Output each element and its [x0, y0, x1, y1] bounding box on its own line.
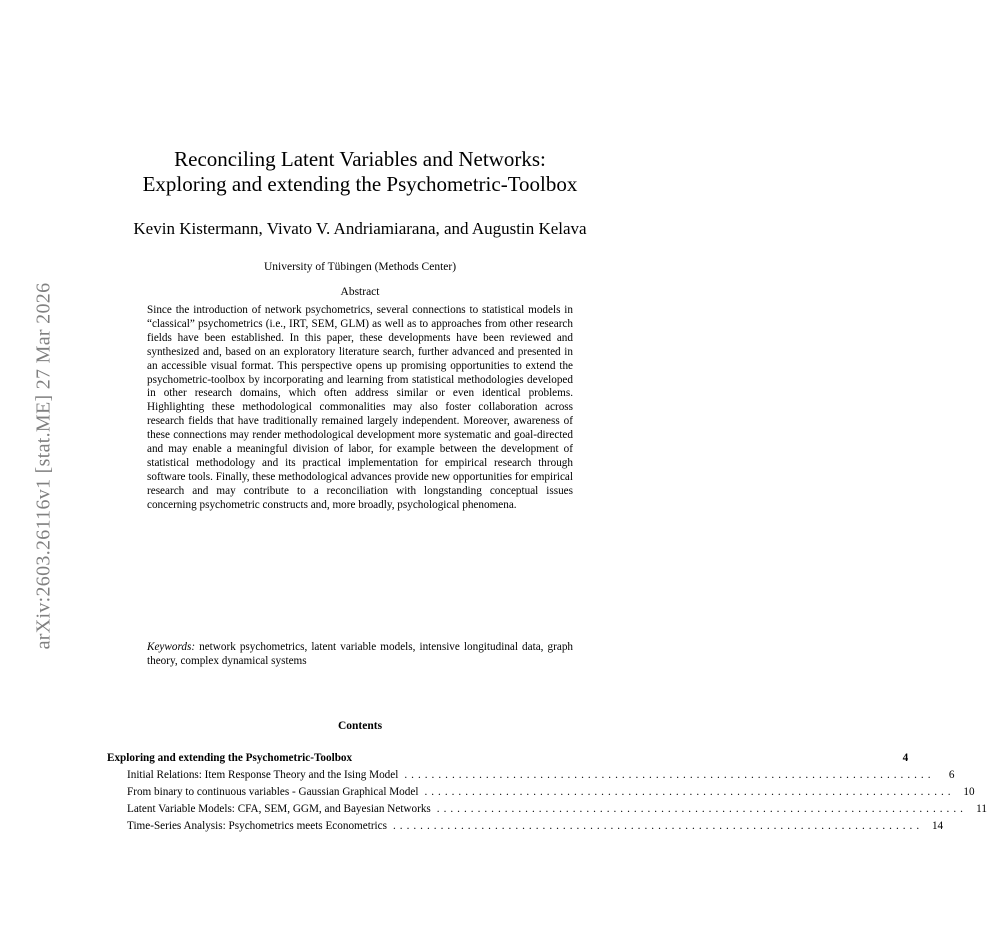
- author-list: Kevin Kistermann, Vivato V. Andriamiarana, and Augustin Kelava: [133, 219, 587, 238]
- table-of-contents: [107, 750, 987, 835]
- toc-dot-leader: ..............................................................................: [392, 820, 924, 832]
- keywords: [147, 641, 573, 669]
- toc-dot-leader: ..............................................................................: [424, 786, 955, 798]
- toc-page-number: 11: [976, 803, 987, 815]
- title-line-1: Reconciling Latent Variables and Networks:: [174, 147, 546, 171]
- arxiv-identifier-stamp: arXiv:2603.26116v1 [stat.ME] 27 Mar 2026: [32, 282, 55, 650]
- toc-page-number: 14: [931, 820, 944, 832]
- toc-entry-label: From binary to continuous variables - Gaussian Graphical Model: [127, 786, 419, 798]
- toc-subsection-entry[interactable]: [107, 818, 944, 835]
- paper-title: [0, 147, 720, 197]
- toc-entry-label: Latent Variable Models: CFA, SEM, GGM, and Bayesian Networks: [127, 803, 431, 815]
- keywords-label: Keywords:: [147, 641, 196, 653]
- keywords-text: network psychometrics, latent variable models, intensive longitudinal data, graph theory, complex dynamical systems: [147, 641, 574, 667]
- toc-subsection-entry[interactable]: [107, 767, 955, 784]
- toc-entry-label: Exploring and extending the Psychometric-Toolbox: [107, 752, 353, 764]
- affiliation: University of Tübingen (Methods Center): [263, 261, 457, 273]
- abstract-text: Since the introduction of network psychometrics, several connections to statistical models in “classical” psychometrics (i.e., IRT, SEM, GLM) as well as to approaches from other research fields have been established. In this paper, these developments have been reviewed and synthesized and, based on an exploratory literature search, further advanced and presented in an accessible visual format. This perspective opens up promising opportunities to extend the psychometric-toolbox by incorporating and learning from statistical methodologies developed in other research domains, which often address similar or even identical problems. Highlighting these methodological commonalities may also foster collaboration across research fields that have traditionally remained largely independent. Moreover, awareness of these connections may render methodological development more systematic and goal-directed and may enable a meaningful division of labor, for example between the development of statistical methodology and its practical implementation for empirical research through software tools. Finally, these methodological advances provide new opportunities for empirical research and may contribute to a reconciliation with longstanding conceptual issues concerning psychometric constructs and, more broadly, psychological phenomena.: [147, 304, 573, 511]
- toc-subsection-entry[interactable]: [107, 801, 987, 818]
- toc-page-number: 10: [963, 786, 975, 798]
- toc-page-number: 6: [948, 769, 955, 781]
- contents-heading: Contents: [337, 720, 383, 732]
- toc-entry-label: Initial Relations: Item Response Theory and the Ising Model: [127, 769, 399, 781]
- title-line-2: Exploring and extending the Psychometric-Toolbox: [142, 172, 578, 196]
- toc-dot-leader: ..............................................................................: [404, 769, 935, 781]
- toc-subsection-entry[interactable]: [107, 784, 975, 801]
- toc-entry-label: Time-Series Analysis: Psychometrics meets Econometrics: [127, 820, 387, 832]
- abstract-heading: Abstract: [340, 286, 380, 298]
- toc-section-entry[interactable]: [107, 750, 909, 767]
- toc-dot-leader: ..............................................................................: [436, 803, 967, 815]
- toc-page-number: 4: [902, 752, 909, 764]
